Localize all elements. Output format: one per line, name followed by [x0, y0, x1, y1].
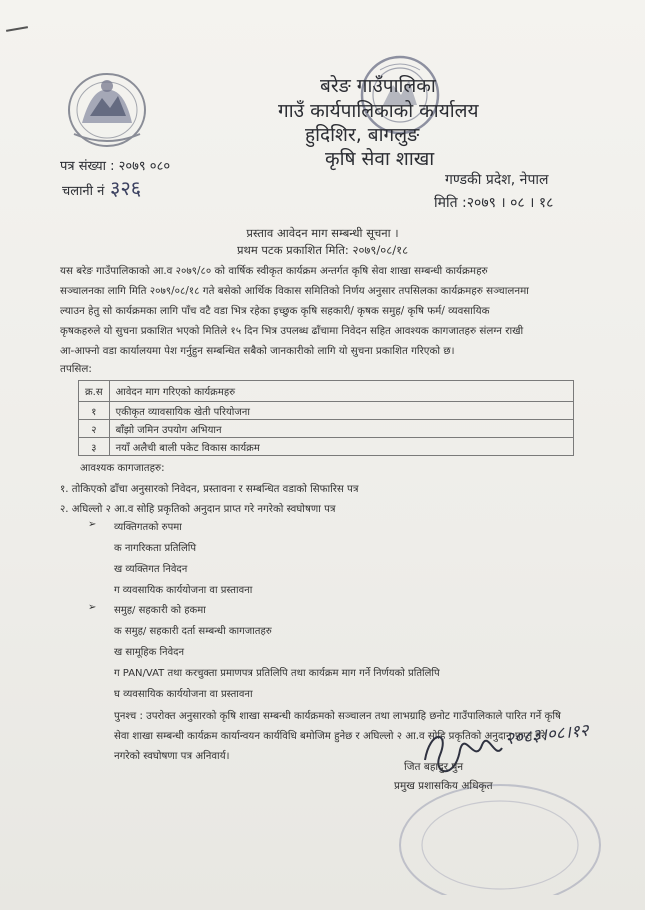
row-program-name: बाँझो जमिन उपयोग अभियान	[109, 420, 573, 438]
header-line1: बरेङ गाउँपालिका	[320, 75, 436, 97]
document-item: २. अघिल्लो २ आ.व सोहि प्रकृतिको अनुदान प्राप्त गरे नगरेको स्वघोषणा पत्र	[60, 504, 336, 515]
header-line3: हुदिशिर, बागलुङ	[305, 124, 420, 146]
handwritten-date: २०८३।०८।१२	[504, 720, 590, 750]
tapasil-label: तपसिल:	[60, 363, 92, 375]
notice-subtitle: प्रथम पटक प्रकाशित मिति: २०७९/०८/१८	[236, 243, 409, 257]
row-sn: २	[79, 420, 110, 438]
dispatch-number-handwritten: ३२६	[110, 176, 142, 200]
header-sn: क्र.स	[79, 381, 110, 402]
paragraph-line: यस बरेङ गाउँपालिकाको आ.व २०७९/८० को वार्षिक स्वीकृत कार्यक्रम अन्तर्गत कृषि सेवा शाखा सम्बन्धी कार्यक्रमहरु	[60, 265, 488, 277]
group-title: समुह/ सहकारी को हकमा	[114, 605, 206, 616]
table-row	[79, 420, 574, 438]
note-line: पुनश्च : उपरोक्त अनुसारको कृषि शाखा सम्बन्धी कार्यक्रमको सञ्चालन तथा लाभग्राहि छनोट गाउँपालिकाले पारित गर्ने कृषि	[114, 711, 561, 722]
row-program-name: एकीकृत व्यावसायिक खेती परियोजना	[109, 402, 573, 420]
group-item: क समुह/ सहकारी दर्ता सम्बन्धी कागजातहरु	[114, 626, 272, 637]
header-line2: गाउँ कार्यपालिकाको कार्यालय	[278, 100, 479, 122]
document-item: १. तोकिएको ढाँचा अनुसारको निवेदन, प्रस्तावना र सम्बन्धित वडाको सिफारिस पत्र	[60, 484, 359, 495]
row-sn: ३	[79, 438, 110, 456]
notice-title: प्रस्ताव आवेदन माग सम्बन्धी सूचना ।	[246, 226, 399, 240]
group-item: ग PAN/VAT तथा करचुक्ता प्रमाणपत्र प्रतिलिपि तथा कार्यक्रम माग गर्ने निर्णयको प्रतिलिपि	[114, 668, 440, 679]
signatory-designation: प्रमुख प्रशासकिय अधिकृत	[394, 780, 493, 792]
note-line: सेवा शाखा सम्बन्धी कार्यक्रम कार्यान्वयन कार्यविधि बमोजिम हुनेछ र अघिल्लो २ आ.व सोहि प्रकृतिको अनुदान प्राप्त गरे	[114, 731, 546, 742]
issue-date: मिति :२०७९ । ०८ । १८	[434, 195, 554, 211]
paragraph-line: आ-आफ्नो वडा कार्यालयमा पेश गर्नुहुन सम्बन्धित सबैको जानकारीको लागि यो सुचना प्रकाशित गरिएको छ।	[60, 345, 455, 357]
row-sn: १	[79, 402, 110, 420]
individual-item: ख व्यक्तिगत निवेदन	[114, 564, 188, 575]
reference-number: पत्र संख्या : २०७९ ०८०	[60, 159, 171, 174]
paragraph-line: सञ्चालनका लागि मिति २०७९/०८/१८ गते बसेको आर्थिक विकास समितिको निर्णय अनुसार तपसिलका कार्यक्रमहरु सञ्चालनमा	[60, 285, 529, 297]
table-row	[79, 438, 574, 456]
individual-item: ग व्यवसायिक कार्ययोजना वा प्रस्तावना	[114, 585, 253, 596]
arrow-bullet-icon: ➢	[88, 602, 97, 613]
dispatch-label: चलानी नं	[62, 184, 105, 199]
signatory-name: जित बहादुर पुन	[404, 761, 464, 773]
programs-table	[78, 380, 574, 456]
header-program-name: आवेदन माग गरिएको कार्यक्रमहरु	[109, 381, 573, 402]
paragraph-line: कृषकहरुले यो सुचना प्रकाशित भएको मितिले १५ दिन भित्र उपलब्ध ढाँचामा निवेदन सहित आवश्यक कागजातहरु संलग्न राखी	[60, 325, 524, 337]
table-row	[79, 402, 574, 420]
documents-heading: आवश्यक कागजातहरु:	[80, 463, 165, 474]
individual-item: क नागरिकता प्रतिलिपि	[114, 543, 197, 554]
paragraph-line: ल्याउन हेतु सो कार्यक्रमका लागि पाँच वटै वडा भित्र रहेका इच्छुक कृषि सहकारी/ कृषक समुह/ कृषि फर्म/ व्यवसायिक	[60, 305, 490, 317]
corner-pen-mark	[6, 26, 28, 32]
government-emblem-icon	[62, 68, 152, 150]
header-line4: कृषि सेवा शाखा	[325, 148, 435, 170]
group-item: ख सामूहिक निवेदन	[114, 647, 185, 658]
table-header-row	[79, 381, 574, 402]
note-line: नगरेको स्वघोषणा पत्र अनिवार्य।	[114, 751, 230, 762]
arrow-bullet-icon: ➢	[88, 519, 97, 530]
row-program-name: नयाँ अलैची बाली पकेट विकास कार्यक्रम	[109, 438, 573, 456]
group-item: घ व्यवसायिक कार्ययोजना वा प्रस्तावना	[114, 689, 253, 700]
province-label: गण्डकी प्रदेश, नेपाल	[445, 172, 549, 188]
individual-title: व्यक्तिगतको रुपमा	[114, 522, 182, 533]
